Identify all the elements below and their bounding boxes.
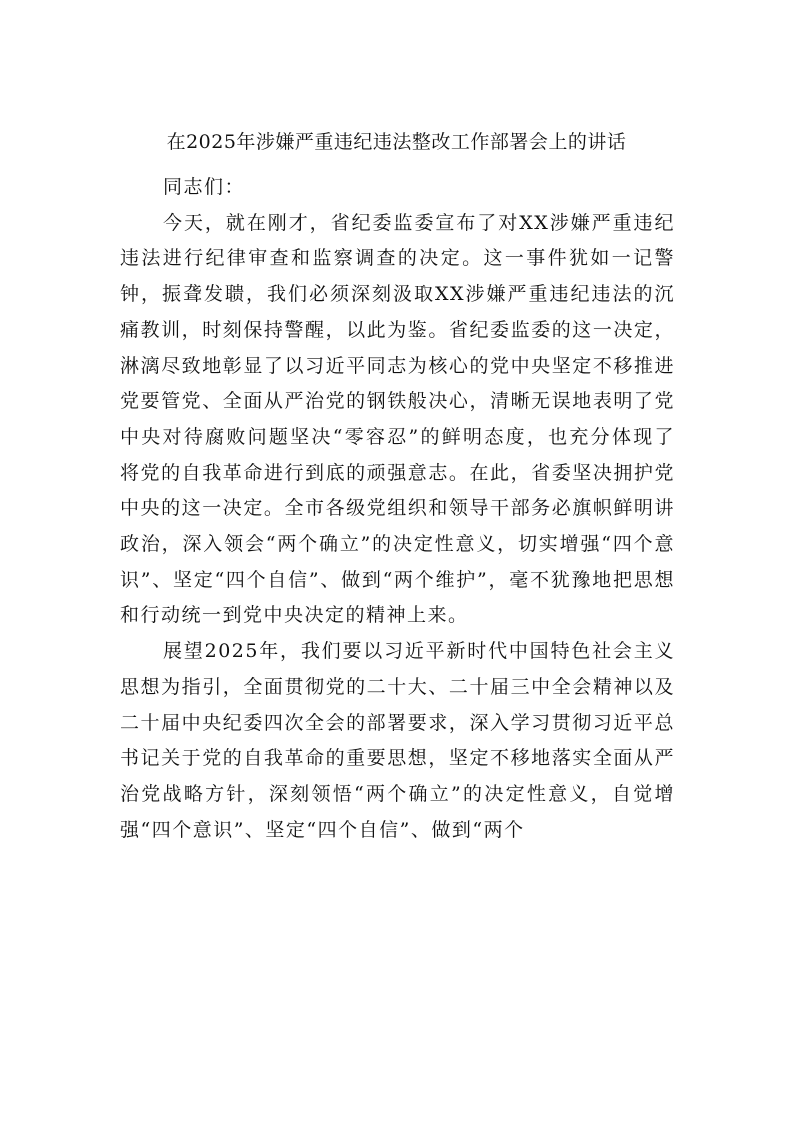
salutation: 同志们：	[163, 176, 246, 198]
document-title: 在2025年涉嫌严重违纪违法整改工作部署会上的讲话	[166, 131, 627, 153]
document-body	[120, 170, 675, 848]
paragraph: 今天，就在刚才，省纪委监委宣布了对XX涉嫌严重违纪违法进行纪律审查和监察调查的决定。这一事件犹如一记警钟，振聋发聩，我们必须深刻汲取XX涉嫌严重违纪违法的沉痛教训，时刻保持警醒，以此为鉴。省纪委监委的这一决定，淋漓尽致地彰显了以习近平同志为核心的党中央坚定不移推进党要管党、全面从严治党的钢铁般决心，清晰无误地表明了党中央对待腐败问题坚决“零容忍”的鲜明态度，也充分体现了将党的自我革命进行到底的顽强意志。在此，省委坚决拥护党中央的这一决定。全市各级党组织和领导干部务必旗帜鲜明讲政治，深入领会“两个确立”的决定性意义，切实增强“四个意识”、坚定“四个自信”、做到“两个维护”，毫不犹豫地把思想和行动统一到党中央决定的精神上来。	[120, 211, 675, 627]
paragraph: 展望2025年，我们要以习近平新时代中国特色社会主义思想为指引，全面贯彻党的二十大、二十届三中全会精神以及二十届中央纪委四次全会的部署要求，深入学习贯彻习近平总书记关于党的自我革命的重要思想，坚定不移地落实全面从严治党战略方针，深刻领悟“两个确立”的决定性意义，自觉增强“四个意识”、坚定“四个自信”、做到“两个	[120, 640, 675, 841]
